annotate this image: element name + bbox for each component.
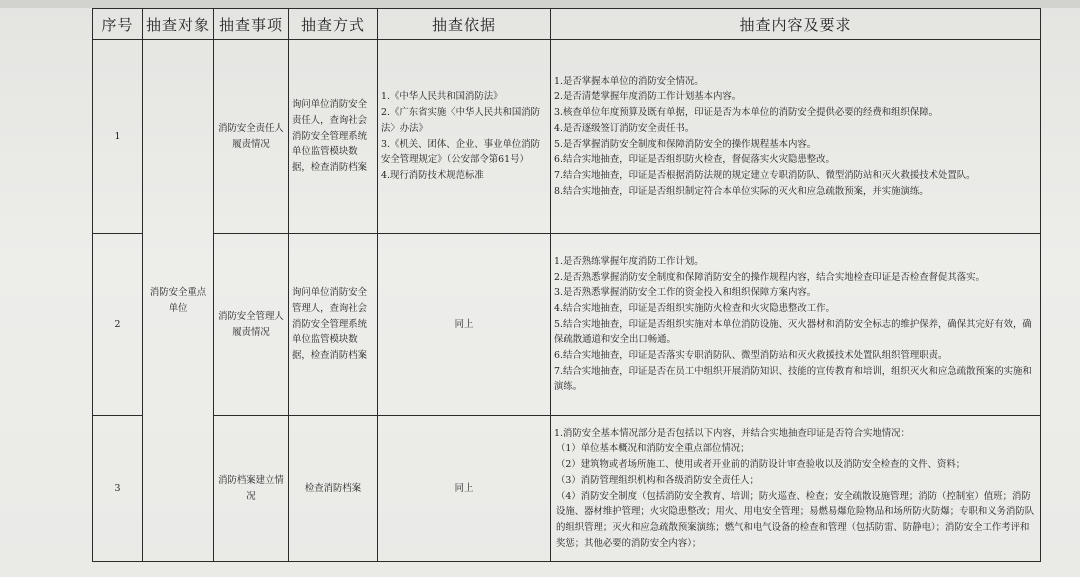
table-row bbox=[93, 234, 1041, 416]
header-requirements: 抽查内容及要求 bbox=[551, 9, 1041, 40]
inspection-item: 消防安全责任人履责情况 bbox=[214, 40, 289, 234]
requirement-line: （1）单位基本概况和消防安全重点部位情况； bbox=[556, 443, 750, 455]
row-number: 3 bbox=[93, 416, 143, 562]
inspection-requirements bbox=[551, 416, 1041, 562]
requirement-line: 3.是否熟悉掌握消防安全工作的资金投入和组织保障方案内容。 bbox=[554, 287, 817, 299]
requirement-line: 1.是否掌握本单位的消防安全情况。 bbox=[554, 75, 704, 87]
row-number: 2 bbox=[93, 234, 143, 416]
inspection-requirements bbox=[551, 40, 1041, 234]
header-basis: 抽查依据 bbox=[378, 9, 551, 40]
requirement-line: 2.是否熟悉掌握消防安全制度和保障消防安全的操作规程内容，结合实地检查印证是否检查督促其落实。 bbox=[554, 271, 985, 283]
inspection-method: 询问单位消防安全管理人，查询社会消防安全管理系统单位监管模块数据，检查消防档案 bbox=[289, 234, 378, 416]
table-row bbox=[93, 40, 1041, 234]
table-row bbox=[93, 416, 1041, 562]
requirement-line: 3.核查单位年度预算及既有单据，印证是否为本单位的消防安全提供必要的经费和组织保障。 bbox=[554, 107, 938, 119]
requirement-line: 2.是否清楚掌握年度消防工作计划基本内容。 bbox=[554, 91, 742, 103]
header-item: 抽查事项 bbox=[214, 9, 289, 40]
requirement-line: （2）建筑物或者场所施工、使用或者开业前的消防设计审查验收以及消防安全检查的文件、资料； bbox=[556, 459, 966, 471]
requirement-line: 6.结合实地抽查，印证是否落实专职消防队、微型消防站和灭火救援技术处置队组织管理职责。 bbox=[554, 350, 948, 362]
requirement-line: 4.是否逐级签订消防安全责任书。 bbox=[554, 122, 695, 134]
row-number: 1 bbox=[93, 40, 143, 234]
inspection-method: 询问单位消防安全责任人，查询社会消防安全管理系统单位监管模块数据，检查消防档案 bbox=[289, 40, 378, 234]
inspection-basis: 同上 bbox=[378, 416, 551, 562]
requirement-line: 6.结合实地抽查，印证是否组织防火检查，督促落实火灾隐患整改。 bbox=[554, 154, 835, 166]
requirement-line: 7.结合实地抽查，印证是否根据消防法规的规定建立专职消防队、微型消防站和灭火救援技术处置队。 bbox=[554, 169, 976, 181]
header-seq: 序号 bbox=[93, 9, 143, 40]
inspection-item: 消防安全管理人履责情况 bbox=[214, 234, 289, 416]
inspection-requirements bbox=[551, 234, 1041, 416]
header-method: 抽查方式 bbox=[289, 9, 378, 40]
inspection-table bbox=[92, 8, 1041, 562]
requirement-line: 4.结合实地抽查，印证是否组织实施防火检查和火灾隐患整改工作。 bbox=[554, 302, 835, 314]
requirement-line: 7.结合实地抽查，印证是否在员工中组织开展消防知识、技能的宣传教育和培训，组织灭火和应急疏散预案的实施和演练。 bbox=[554, 365, 1032, 393]
page-top-edge bbox=[0, 0, 1080, 8]
inspection-target: 消防安全重点单位 bbox=[143, 40, 214, 562]
requirement-line: 1.消防安全基本情况部分是否包括以下内容，并结合实地抽查印证是否符合实地情况： bbox=[554, 427, 910, 439]
requirement-line: （3）消防管理组织机构和各级消防安全责任人； bbox=[556, 474, 759, 486]
requirement-line: 8.结合实地抽查，印证是否组织制定符合本单位实际的灭火和应急疏散预案，并实施演练。 bbox=[554, 185, 929, 197]
requirement-line: 5.是否掌握消防安全制度和保障消防安全的操作规程基本内容。 bbox=[554, 138, 817, 150]
inspection-method: 检查消防档案 bbox=[289, 416, 378, 562]
requirement-line: （4）消防安全制度（包括消防安全教育、培训；防火巡查、检查；安全疏散设施管理；消防（控制室）值班；消防设施、器材维护管理；火灾隐患整改；用火、用电安全管理；易燃易爆危险物品和场所防火防爆；专职和义务消防队的组织管理；灭火和应急疏散预案演练；燃气和电气设备的检查和管理（包括防雷、防静电）；消防安全工作考评和奖惩；其他必要的消防安全内容）； bbox=[556, 490, 1035, 549]
requirement-line: 5.结合实地抽查，印证是否组织实施对本单位消防设施、灭火器材和消防安全标志的维护保养，确保其完好有效，确保疏散通道和安全出口畅通。 bbox=[554, 318, 1032, 346]
header-row bbox=[93, 9, 1041, 40]
requirement-line: 1.是否熟练掌握年度消防工作计划。 bbox=[554, 255, 704, 267]
inspection-basis: 同上 bbox=[378, 234, 551, 416]
inspection-item: 消防档案建立情况 bbox=[214, 416, 289, 562]
inspection-basis: 1.《中华人民共和国消防法》 2.《广东省实施〈中华人民共和国消防法〉办法》 3.《机关、团体、企业、事业单位消防安全管理规定》（公安部令第61号） 4.现行消防技术规范标准 bbox=[378, 40, 551, 234]
header-target: 抽查对象 bbox=[143, 9, 214, 40]
